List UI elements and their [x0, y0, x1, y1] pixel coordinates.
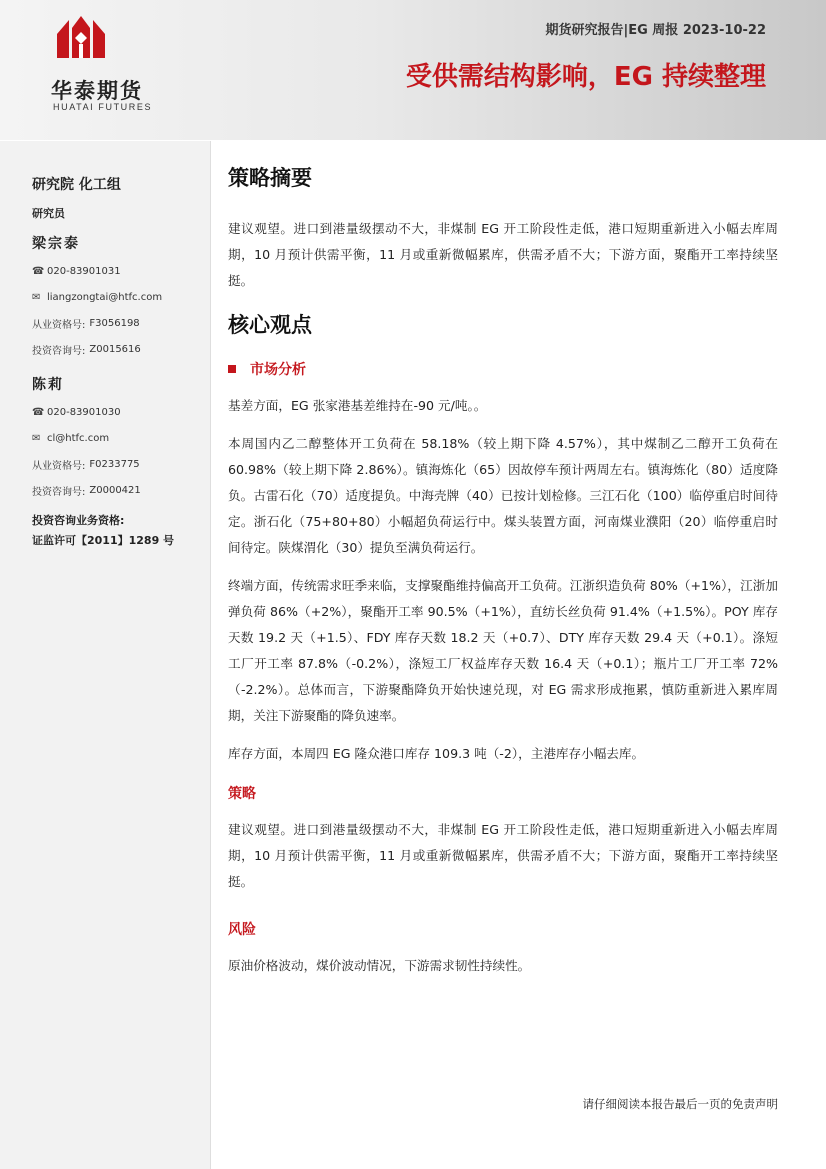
market-paragraph: 库存方面，本周四 EG 隆众港口库存 109.3 吨（-2），主港库存小幅去库。	[228, 746, 645, 761]
analyst-license	[32, 451, 202, 477]
logo-chinese-text: 华泰期货	[51, 79, 143, 103]
disclaimer-note: 请仔细阅读本报告最后一页的免责声明	[582, 1097, 778, 1111]
analyst-consult	[32, 336, 202, 362]
research-group: 研究院 化工组	[32, 177, 121, 193]
analyst-name: 梁宗泰	[32, 236, 80, 252]
market-heading-text: 市场分析	[250, 362, 306, 378]
analyst-email[interactable]	[32, 425, 202, 451]
analyst-email-value[interactable]: liangzongtai@htfc.com	[47, 291, 163, 303]
qualification-license: 证监许可【2011】1289 号	[32, 534, 175, 547]
license-value: F0233775	[89, 458, 140, 470]
risk-text: 原油价格波动，煤价波动情况，下游需求韧性持续性。	[228, 958, 531, 973]
analyst-email-value[interactable]: cl@htfc.com	[47, 432, 110, 444]
envelope-icon: ✉	[32, 291, 41, 303]
risk-heading: 风险	[228, 922, 256, 938]
analyst-card	[32, 374, 202, 503]
market-heading	[228, 359, 778, 379]
research-role: 研究员	[32, 207, 65, 220]
strategy-heading: 策略	[228, 786, 256, 802]
analyst-phone	[32, 258, 202, 284]
page-header	[0, 0, 826, 140]
square-bullet-icon	[228, 365, 236, 373]
envelope-icon: ✉	[32, 432, 41, 444]
report-meta: 期货研究报告|EG 周报 2023-10-22	[545, 23, 766, 38]
logo-english-text: HUATAI FUTURES	[53, 102, 153, 112]
strategy-text: 建议观望。进口到港量级摆动不大，非煤制 EG 开工阶段性走低，港口短期重新进入小幅去库周期，10 月预计供需平衡，11 月或重新微幅累库，供需矛盾不大；下游方面，聚酯开工率持续坚挺。	[228, 822, 778, 889]
consult-value: Z0015616	[89, 343, 141, 355]
market-paragraph: 基差方面，EG 张家港基差维持在-90 元/吨。。	[228, 398, 487, 413]
license-value: F3056198	[89, 317, 140, 329]
analyst-license	[32, 310, 202, 336]
analyst-phone-value: 020-83901031	[47, 265, 121, 277]
summary-text: 建议观望。进口到港量级摆动不大，非煤制 EG 开工阶段性走低，港口短期重新进入小幅去库周期，10 月预计供需平衡，11 月或重新微幅累库，供需矛盾不大；下游方面，聚酯开工率持续坚挺。	[228, 221, 778, 288]
analyst-phone	[32, 399, 202, 425]
summary-heading: 策略摘要	[228, 166, 312, 190]
report-title: 受供需结构影响，EG 持续整理	[405, 62, 766, 92]
analyst-consult	[32, 477, 202, 503]
consult-value: Z0000421	[89, 484, 141, 496]
license-label: 从业资格号:	[32, 460, 86, 472]
analyst-phone-value: 020-83901030	[47, 406, 121, 418]
consult-label: 投资咨询号:	[32, 486, 86, 498]
analyst-sidebar	[0, 141, 211, 1169]
huatai-logo-icon	[55, 14, 107, 64]
consult-label: 投资咨询号:	[32, 345, 86, 357]
report-body	[228, 162, 778, 979]
phone-icon: ☎	[32, 406, 45, 418]
core-heading: 核心观点	[228, 313, 312, 337]
analyst-name: 陈莉	[32, 377, 64, 393]
qualification-title: 投资咨询业务资格:	[32, 514, 125, 527]
market-paragraph: 本周国内乙二醇整体开工负荷在 58.18%（较上期下降 4.57%），其中煤制乙二醇开工负荷在 60.98%（较上期下降 2.86%）。镇海炼化（65）因故停车预计两周左右。镇海炼化（80）适度降负。古雷石化（70）适度提负。中海壳牌（40）已按计划检修。三江石化（100）临停重启时间待定。浙石化（75+80+80）小幅超负荷运行中。煤头装置方面，河南煤业濮阳（20）临停重启时间待定。陕煤渭化（30）提负至满负荷运行。	[228, 436, 778, 555]
market-paragraph: 终端方面，传统需求旺季来临，支撑聚酯维持偏高开工负荷。江浙织造负荷 80%（+1%），江浙加弹负荷 86%（+2%），聚酯开工率 90.5%（+1%），直纺长丝负荷 91.4%（+1.5%）。POY 库存天数 19.2 天（+1.5）、FDY 库存天数 18.2 天（+0.7）、DTY 库存天数 29.4 天（+0.1）。涤短工厂开工率 87.8%（-0.2%），涤短工厂权益库存天数 16.4 天（+0.1）；瓶片工厂开工率 72%（-2.2%）。总体而言，下游聚酯降负开始快速兑现，对 EG 需求形成拖累，慎防重新进入累库周期，关注下游聚酯的降负速率。	[228, 578, 778, 723]
license-label: 从业资格号:	[32, 319, 86, 331]
qualification-block	[32, 511, 174, 551]
analyst-email[interactable]	[32, 284, 202, 310]
analyst-card	[32, 233, 202, 362]
phone-icon: ☎	[32, 265, 45, 277]
